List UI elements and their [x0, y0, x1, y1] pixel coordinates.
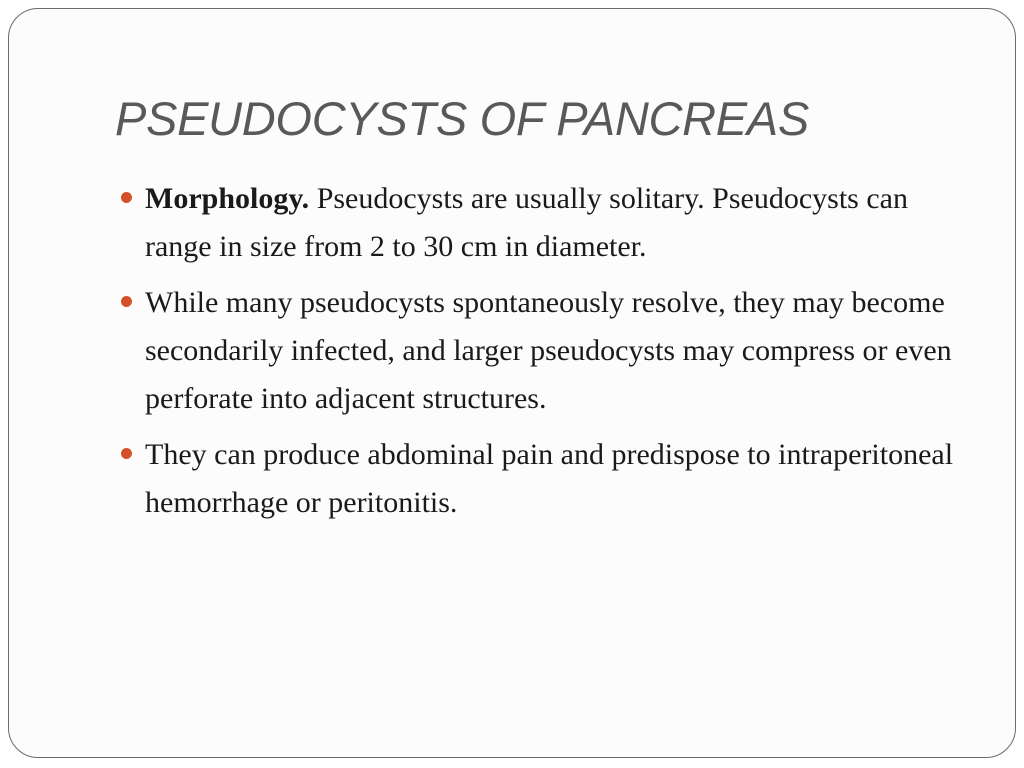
bullet-item-symptoms — [145, 431, 975, 527]
slide-title: PSEUDOCYSTS OF PANCREAS — [115, 92, 809, 145]
bullet-text: Pseudocysts are usually solitary. Pseudocysts can range in size from 2 to 30 cm in diameter. — [145, 182, 908, 263]
bullet-text: They can produce abdominal pain and predispose to intraperitoneal hemorrhage or peritonitis. — [145, 438, 954, 519]
bullet-dot-icon — [121, 192, 132, 203]
bullet-list — [145, 175, 975, 535]
bullet-item-complications — [145, 279, 975, 423]
slide — [8, 8, 1016, 758]
bullet-item-morphology — [145, 175, 975, 271]
bullet-lead-text: Morphology. — [145, 182, 310, 215]
bullet-dot-icon — [121, 296, 132, 307]
bullet-dot-icon — [121, 448, 132, 459]
bullet-text: While many pseudocysts spontaneously resolve, they may become secondarily infected, and larger pseudocysts may compress or even perforate into adjacent structures. — [145, 286, 952, 415]
